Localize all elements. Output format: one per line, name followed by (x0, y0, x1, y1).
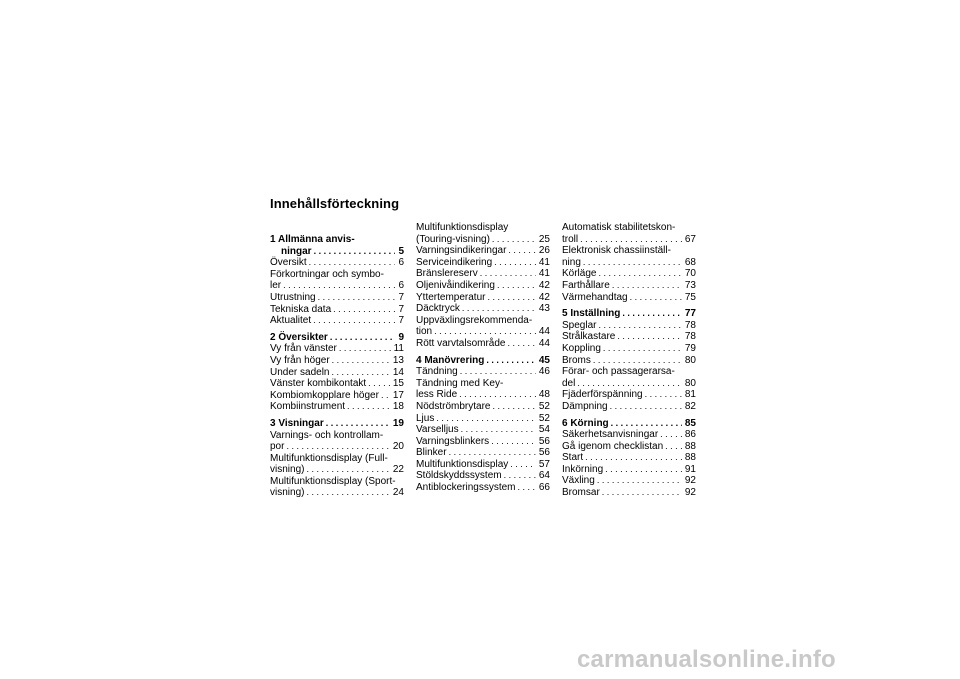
toc-leader-dots (487, 292, 535, 304)
toc-leader-dots (507, 338, 535, 350)
toc-page-number: 67 (684, 233, 696, 245)
toc-leader-dots (314, 246, 396, 258)
toc-page-number: 42 (538, 279, 550, 291)
toc-entry[interactable] (562, 292, 696, 304)
toc-page-number: 25 (538, 233, 550, 245)
toc-entry-text: Speglar (562, 319, 597, 331)
toc-page-number: 75 (684, 291, 696, 303)
toc-leader-dots (603, 343, 682, 355)
toc-page-number: 42 (538, 291, 550, 303)
toc-page-number: 19 (392, 417, 404, 429)
toc-page-number: 13 (392, 354, 404, 366)
toc-page-number: 24 (392, 487, 404, 499)
toc-leader-dots (480, 268, 536, 280)
toc-entry-text: Vy från höger (270, 354, 330, 366)
toc-leader-dots (622, 308, 682, 320)
toc-entry-text: visning) (270, 487, 305, 499)
toc-leader-dots (492, 234, 536, 246)
toc-leader-dots (486, 355, 536, 367)
toc-entry[interactable] (562, 245, 696, 268)
toc-entry[interactable] (416, 257, 550, 269)
toc-leader-dots (510, 459, 536, 471)
toc-entry-text: Varningsblinkers (416, 435, 490, 447)
toc-entry-text: 3 Visningar (270, 417, 324, 429)
toc-entry[interactable] (416, 378, 550, 401)
toc-page-number: 57 (538, 458, 550, 470)
toc-entry-text: Körläge (562, 268, 597, 280)
toc-entry-continuation (416, 389, 550, 401)
page-title: Innehållsförteckning (270, 196, 400, 211)
toc-leader-dots (611, 418, 682, 430)
toc-page-number: 48 (538, 389, 550, 401)
toc-page-number: 14 (392, 366, 404, 378)
toc-entry-text: Antiblockeringssystem (416, 482, 516, 494)
toc-leader-dots (330, 332, 396, 344)
toc-entry[interactable] (416, 482, 550, 494)
toc-leader-dots (598, 320, 681, 332)
toc-entry[interactable] (270, 401, 404, 413)
toc-leader-dots (434, 326, 536, 338)
toc-entry-text: (Touring-visning) (416, 233, 490, 245)
toc-entry[interactable] (562, 389, 696, 401)
toc-page-number: 54 (538, 424, 550, 436)
toc-entry[interactable] (562, 366, 696, 389)
toc-entry-continuation (562, 378, 696, 390)
toc-entry-text: Utrustning (270, 291, 316, 303)
toc-entry[interactable] (270, 453, 404, 476)
toc-leader-dots (318, 292, 396, 304)
toc-entry-text: Varnings- och kontrollam- (270, 429, 384, 441)
toc-entry[interactable] (562, 343, 696, 355)
toc-leader-dots (577, 378, 682, 390)
toc-entry-text: Elektronisk chassiinställ- (562, 245, 671, 257)
toc-leader-dots (491, 436, 536, 448)
toc-leader-dots (460, 366, 536, 378)
toc-entry-text: 4 Manövrering (416, 354, 485, 366)
toc-entry-text: ler (270, 280, 282, 292)
toc-page-number: 68 (684, 256, 696, 268)
toc-page-number: 92 (684, 487, 696, 499)
toc-page-number: 52 (538, 400, 550, 412)
toc-leader-dots (326, 418, 390, 430)
toc-page-number: 79 (684, 342, 696, 354)
toc-entry-text: Bromsar (562, 487, 600, 499)
toc-entry[interactable] (562, 331, 696, 343)
toc-entry-text: 6 Körning (562, 417, 609, 429)
toc-page-number: 52 (538, 412, 550, 424)
toc-page-number: 46 (538, 366, 550, 378)
toc-page-number: 15 (392, 378, 404, 390)
toc-leader-dots (580, 234, 682, 246)
toc-entry[interactable] (270, 378, 404, 390)
toc-entry[interactable] (416, 366, 550, 378)
toc-entry-text: por (270, 441, 285, 453)
toc-entry[interactable] (416, 413, 550, 425)
toc-leader-dots (459, 389, 536, 401)
toc-entry-text: Oljenivåindikering (416, 279, 495, 291)
toc-page-number: 18 (392, 401, 404, 413)
toc-leader-dots (605, 464, 682, 476)
toc-page-number: 6 (398, 280, 404, 292)
toc-leader-dots (617, 331, 682, 343)
toc-entry[interactable] (270, 292, 404, 304)
toc-entry-text: Kombiomkopplare höger (270, 389, 379, 401)
toc-page-number: 11 (393, 343, 404, 355)
toc-page-number: 80 (684, 377, 696, 389)
toc-entry-continuation (270, 246, 404, 258)
toc-leader-dots (598, 268, 681, 280)
toc-entry[interactable] (416, 303, 550, 315)
toc-entry[interactable] (562, 429, 696, 441)
toc-column-3 (562, 222, 696, 499)
toc-page-number: 9 (398, 331, 404, 343)
toc-page-number: 41 (538, 256, 550, 268)
toc-entry-text: Fjäderförspänning (562, 389, 643, 401)
toc-entry-text: Koppling (562, 342, 601, 354)
toc-entry-text: troll (562, 233, 579, 245)
toc-page-number: 7 (398, 291, 404, 303)
toc-entry-continuation (416, 326, 550, 338)
toc-entry-text: Inkörning (562, 463, 604, 475)
toc-entry[interactable] (562, 475, 696, 487)
toc-page-number: 91 (684, 463, 696, 475)
toc-leader-dots (508, 245, 535, 257)
toc-entry-text: Multifunktionsdisplay (416, 458, 509, 470)
toc-entry-text: Vy från vänster (270, 343, 337, 355)
toc-entry[interactable] (416, 447, 550, 459)
toc-page-number: 44 (538, 326, 550, 338)
toc-entry[interactable] (270, 269, 404, 292)
toc-leader-dots (517, 482, 535, 494)
toc-entry-text: Varselljus (416, 424, 459, 436)
toc-leader-dots (313, 315, 395, 327)
toc-entry-text: Broms (562, 354, 591, 366)
toc-entry[interactable] (562, 355, 696, 367)
toc-leader-dots (339, 343, 391, 355)
toc-page-number: 73 (684, 279, 696, 291)
toc-entry[interactable] (416, 292, 550, 304)
toc-leader-dots (593, 355, 682, 367)
toc-entry[interactable] (416, 268, 550, 280)
toc-entry-text: ningar (281, 245, 312, 257)
toc-leader-dots (610, 401, 682, 413)
toc-entry-text: visning) (270, 464, 305, 476)
toc-entry-continuation (270, 464, 404, 476)
toc-page-number: 78 (684, 319, 696, 331)
toc-entry-text: Uppväxlingsrekommenda- (416, 314, 533, 326)
toc-entry-text: Blinker (416, 447, 447, 459)
toc-entry[interactable] (416, 459, 550, 471)
toc-page-number: 41 (538, 268, 550, 280)
toc-entry[interactable] (562, 401, 696, 413)
toc-entry-text: 1 Allmänna anvis- (270, 234, 355, 245)
toc-leader-dots (306, 487, 389, 499)
toc-entry-text: less Ride (416, 389, 458, 401)
toc-entry-text: Värmehandtag (562, 291, 628, 303)
toc-entry[interactable] (270, 355, 404, 367)
toc-leader-dots (645, 389, 682, 401)
toc-page-number: 17 (392, 389, 404, 401)
toc-entry-text: Förkortningar och symbo- (270, 268, 384, 280)
toc-entry-text: Tekniska data (270, 303, 332, 315)
toc-leader-dots (494, 257, 536, 269)
toc-entry[interactable] (270, 304, 404, 316)
toc-page-number: 26 (538, 245, 550, 257)
toc-page-number: 20 (392, 441, 404, 453)
toc-entry-text: Nödströmbrytare (416, 400, 491, 412)
toc-entry-text: del (562, 377, 576, 389)
toc-page-number: 80 (684, 354, 696, 366)
toc-entry-text: 5 Inställning (562, 308, 621, 320)
toc-leader-dots (630, 292, 682, 304)
toc-entry-text: Stöldskyddssystem (416, 470, 502, 482)
toc-entry-text: Tändning med Key- (416, 377, 504, 389)
toc-entry[interactable] (270, 476, 404, 499)
toc-entry[interactable] (416, 338, 550, 350)
toc-leader-dots (286, 441, 389, 453)
toc-page-number: 70 (684, 268, 696, 280)
toc-entry-continuation (562, 234, 696, 246)
toc-entry-text: Däcktryck (416, 303, 460, 315)
toc-page-number: 86 (684, 429, 696, 441)
toc-entry-continuation (270, 441, 404, 453)
toc-entry[interactable] (416, 470, 550, 482)
watermark: carmanualsonline.info (577, 646, 836, 673)
toc-leader-dots (461, 424, 536, 436)
toc-column-1 (270, 234, 404, 499)
toc-entry-text: Start (562, 452, 584, 464)
toc-entry-text: Dämpning (562, 400, 608, 412)
toc-page-number: 88 (684, 440, 696, 452)
toc-leader-dots (436, 413, 536, 425)
toc-entry-text: Automatisk stabilitetskon- (562, 222, 676, 233)
toc-leader-dots (492, 401, 535, 413)
toc-entry-text: Strålkastare (562, 331, 616, 343)
toc-entry[interactable] (562, 222, 696, 245)
toc-page-number: 45 (538, 354, 550, 366)
toc-entry[interactable] (562, 268, 696, 280)
toc-entry-text: Multifunktionsdisplay (416, 222, 509, 233)
toc-entry-text: Serviceindikering (416, 256, 493, 268)
toc-leader-dots (597, 475, 682, 487)
toc-leader-dots (497, 280, 536, 292)
toc-entry[interactable] (416, 424, 550, 436)
toc-entry-text: Multifunktionsdisplay (Full- (270, 452, 388, 464)
toc-page-number: 44 (538, 337, 550, 349)
toc-page-number: 77 (684, 308, 696, 320)
toc-page-number: 92 (684, 475, 696, 487)
toc-entry[interactable] (416, 401, 550, 413)
toc-entry-text: Översikt (270, 257, 307, 269)
toc-chapter[interactable] (562, 308, 696, 320)
toc-entry-text: Tändning (416, 366, 458, 378)
toc-page-number: 56 (538, 435, 550, 447)
toc-entry-text: Rött varvtalsområde (416, 337, 506, 349)
toc-entry-text: tion (416, 326, 433, 338)
toc-leader-dots (585, 452, 682, 464)
toc-entry-text: Yttertemperatur (416, 291, 486, 303)
toc-entry-text: Säkerhetsanvisningar (562, 429, 659, 441)
toc-entry[interactable] (562, 487, 696, 499)
toc-leader-dots (332, 355, 390, 367)
toc-entry[interactable] (416, 436, 550, 448)
toc-leader-dots (333, 304, 395, 316)
toc-leader-dots (283, 280, 395, 292)
toc-leader-dots (449, 447, 536, 459)
toc-chapter[interactable] (270, 332, 404, 344)
toc-page-number: 22 (392, 464, 404, 476)
toc-leader-dots (306, 464, 389, 476)
toc-page-number: 43 (538, 303, 550, 315)
toc-entry-text: Farthållare (562, 279, 610, 291)
toc-leader-dots (602, 487, 682, 499)
toc-page-number: 66 (538, 482, 550, 494)
toc-leader-dots (331, 367, 389, 379)
toc-entry[interactable] (270, 430, 404, 453)
toc-page-number: 88 (684, 452, 696, 464)
toc-entry[interactable] (562, 320, 696, 332)
toc-entry[interactable] (562, 452, 696, 464)
toc-chapter[interactable] (270, 234, 404, 257)
toc-chapter[interactable] (562, 418, 696, 430)
toc-entry-text: Varningsindikeringar (416, 245, 507, 257)
toc-leader-dots (347, 401, 390, 413)
toc-page-number: 81 (684, 389, 696, 401)
toc-entry-text: Förar- och passagerarsa- (562, 366, 675, 378)
toc-page-number: 6 (398, 257, 404, 269)
toc-entry[interactable] (416, 280, 550, 292)
toc-leader-dots (368, 378, 390, 390)
toc-leader-dots (665, 441, 682, 453)
toc-entry[interactable] (562, 464, 696, 476)
toc-entry-text: ning (562, 256, 581, 268)
toc-leader-dots (504, 470, 536, 482)
toc-page-number: 7 (398, 315, 404, 327)
toc-entry[interactable] (270, 257, 404, 269)
toc-entry-text: Växling (562, 475, 595, 487)
toc-entry-continuation (562, 257, 696, 269)
toc-entry-text: Gå igenom checklistan (562, 440, 664, 452)
toc-page-number: 85 (684, 417, 696, 429)
toc-entry-text: Multifunktionsdisplay (Sport- (270, 475, 396, 487)
toc-entry-continuation (416, 234, 550, 246)
toc-page-number: 78 (684, 331, 696, 343)
toc-page-number: 56 (538, 447, 550, 459)
toc-entry[interactable] (416, 222, 550, 245)
toc-entry[interactable] (562, 280, 696, 292)
toc-leader-dots (309, 257, 396, 269)
toc-entry[interactable] (562, 441, 696, 453)
toc-entry-text: Kombiinstrument (270, 401, 346, 413)
toc-entry-text: Ljus (416, 412, 435, 424)
toc-entry-text: Aktualitet (270, 315, 312, 327)
toc-entry-continuation (270, 280, 404, 292)
toc-entry-continuation (270, 487, 404, 499)
toc-page-number: 64 (538, 470, 550, 482)
toc-page-number: 7 (398, 303, 404, 315)
toc-leader-dots (612, 280, 682, 292)
toc-chapter[interactable] (416, 355, 550, 367)
toc-entry[interactable] (270, 390, 404, 402)
toc-leader-dots (462, 303, 536, 315)
toc-entry[interactable] (270, 343, 404, 355)
toc-entry-text: Under sadeln (270, 366, 330, 378)
toc-entry[interactable] (416, 315, 550, 338)
toc-entry[interactable] (270, 367, 404, 379)
toc-chapter[interactable] (270, 418, 404, 430)
toc-leader-dots (660, 429, 682, 441)
toc-entry-text: 2 Översikter (270, 331, 328, 343)
toc-page-number: 5 (398, 245, 404, 257)
toc-column-2 (416, 222, 550, 494)
toc-entry-text: Bränslereserv (416, 268, 478, 280)
toc-page-number: 82 (684, 400, 696, 412)
toc-leader-dots (381, 390, 390, 402)
toc-entry[interactable] (416, 245, 550, 257)
toc-leader-dots (583, 257, 682, 269)
toc-entry-text: Vänster kombikontakt (270, 378, 367, 390)
toc-entry[interactable] (270, 315, 404, 327)
